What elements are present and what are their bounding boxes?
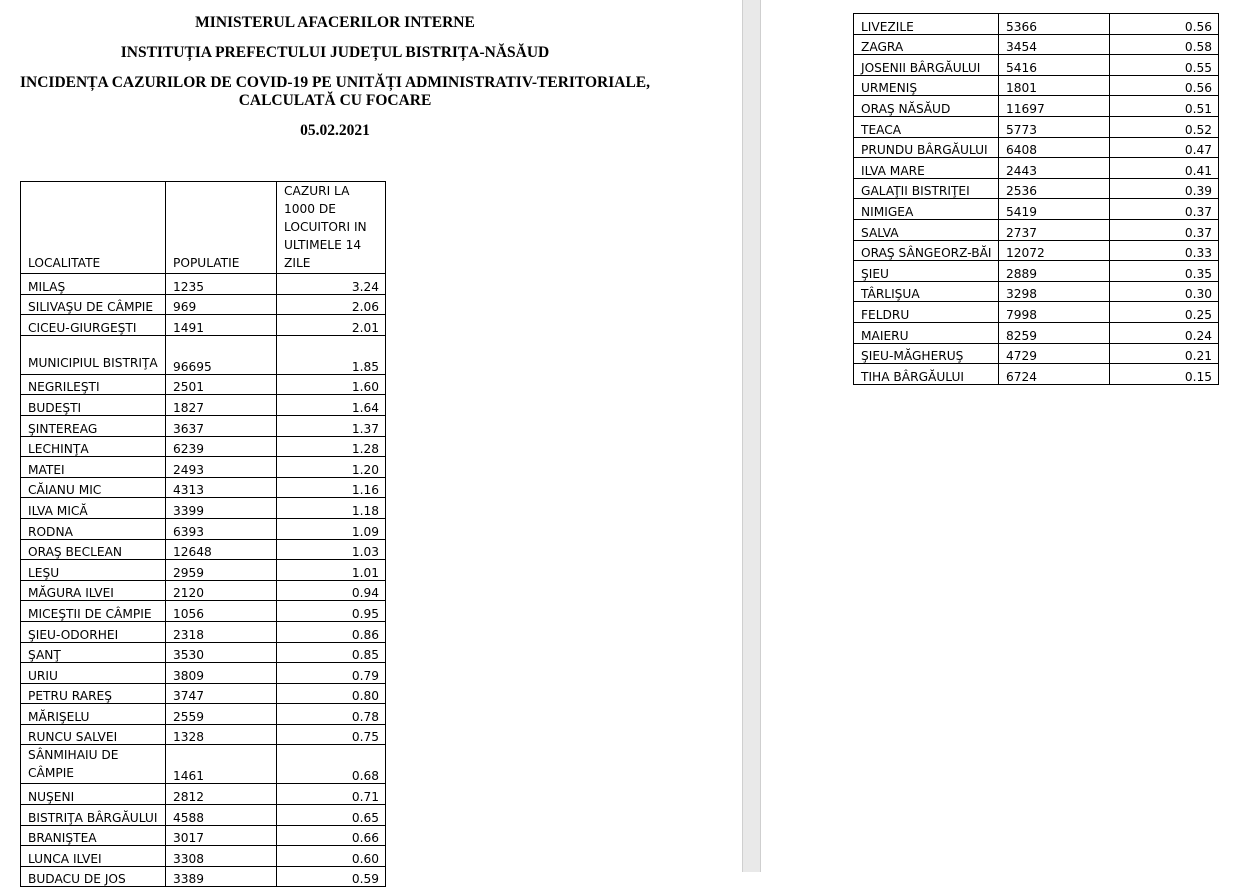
cell-localitate: NUŞENI [21,784,166,805]
cell-populatie: 2812 [166,784,277,805]
cell-cazuri: 0.39 [1110,178,1219,199]
table-row [854,96,1219,117]
table-row [21,805,386,826]
cell-localitate: RUNCU SALVEI [21,724,166,745]
table-row [21,274,386,295]
table-row [21,663,386,684]
cell-localitate: LECHINŢA [21,436,166,457]
table-row [21,621,386,642]
cell-localitate: PRUNDU BÂRGĂULUI [854,137,999,158]
cell-cazuri: 0.79 [277,663,386,684]
cell-localitate: LIVEZILE [854,14,999,35]
prefecture-title: INSTITUȚIA PREFECTULUI JUDEȚUL BISTRIȚA-NĂSĂUD [120,44,550,61]
cell-localitate: ORAŞ BECLEAN [21,539,166,560]
cell-populatie: 4588 [166,805,277,826]
cell-localitate: TEACA [854,116,999,137]
table-row [854,75,1219,96]
table-row [21,683,386,704]
cell-localitate: CICEU-GIURGEŞTI [21,315,166,336]
cell-cazuri: 0.60 [277,846,386,867]
cell-populatie: 4729 [999,343,1110,364]
cell-populatie: 2318 [166,621,277,642]
report-title-line-1: INCIDENȚA CAZURILOR DE COVID-19 PE UNITĂȚI ADMINISTRATIV-TERITORIALE, [20,74,651,91]
table-row [21,745,386,784]
cell-populatie: 1235 [166,274,277,295]
table-row [854,261,1219,282]
incidence-table-right [853,13,1219,385]
table-row [854,322,1219,343]
table-row [21,601,386,622]
cell-populatie: 3530 [166,642,277,663]
table-row [854,199,1219,220]
cell-cazuri: 0.33 [1110,240,1219,261]
table-row [21,560,386,581]
cell-cazuri: 1.28 [277,436,386,457]
cell-cazuri: 2.01 [277,315,386,336]
cell-localitate: MICEŞTII DE CÂMPIE [21,601,166,622]
table-row [21,294,386,315]
cell-populatie: 4313 [166,477,277,498]
cell-populatie: 5416 [999,55,1110,76]
table-row [854,219,1219,240]
table-row [21,335,386,374]
report-title-line-2: CALCULATĂ CU FOCARE [238,92,432,109]
cell-populatie: 3308 [166,846,277,867]
table-row [854,116,1219,137]
table-row [21,518,386,539]
cell-populatie: 3809 [166,663,277,684]
cell-populatie: 2501 [166,374,277,395]
table-row [21,315,386,336]
cell-cazuri: 3.24 [277,274,386,295]
cell-cazuri: 1.01 [277,560,386,581]
cell-populatie: 1328 [166,724,277,745]
incidence-table-left [20,181,386,887]
cell-localitate: BUDEŞTI [21,395,166,416]
cell-cazuri: 1.16 [277,477,386,498]
cell-localitate: ILVA MARE [854,158,999,179]
cell-populatie: 2889 [999,261,1110,282]
cell-cazuri: 0.35 [1110,261,1219,282]
cell-cazuri: 0.56 [1110,14,1219,35]
cell-populatie: 2493 [166,457,277,478]
cell-localitate: ŞANŢ [21,642,166,663]
cell-localitate: TIHA BÂRGĂULUI [854,364,999,385]
cell-localitate: ŞIEU-MĂGHERUŞ [854,343,999,364]
cell-localitate: URMENIŞ [854,75,999,96]
cell-cazuri: 0.59 [277,866,386,887]
cell-localitate: SILIVAŞU DE CÂMPIE [21,294,166,315]
cell-cazuri: 0.51 [1110,96,1219,117]
ministry-title: MINISTERUL AFACERILOR INTERNE [195,14,475,31]
table-row [854,302,1219,323]
header-cazuri: CAZURI LA 1000 DE LOCUITORI IN ULTIMELE 14 ZILE [277,182,386,274]
table-row [854,281,1219,302]
cell-populatie: 1827 [166,395,277,416]
cell-cazuri: 0.68 [277,745,386,784]
cell-populatie: 3389 [166,866,277,887]
cell-localitate: BISTRIŢA BÂRGĂULUI [21,805,166,826]
cell-cazuri: 0.80 [277,683,386,704]
cell-localitate: MUNICIPIUL BISTRIŢA [21,335,166,374]
cell-localitate: ŞIEU [854,261,999,282]
cell-cazuri: 0.86 [277,621,386,642]
table-row [21,436,386,457]
cell-localitate: ŞINTEREAG [21,415,166,436]
cell-cazuri: 0.37 [1110,199,1219,220]
cell-cazuri: 0.66 [277,825,386,846]
cell-cazuri: 0.37 [1110,219,1219,240]
cell-populatie: 1491 [166,315,277,336]
table-row [854,34,1219,55]
cell-populatie: 969 [166,294,277,315]
cell-cazuri: 0.25 [1110,302,1219,323]
cell-cazuri: 1.85 [277,335,386,374]
cell-cazuri: 1.03 [277,539,386,560]
cell-localitate: NEGRILEŞTI [21,374,166,395]
cell-cazuri: 1.37 [277,415,386,436]
cell-populatie: 6408 [999,137,1110,158]
cell-localitate: JOSENII BÂRGĂULUI [854,55,999,76]
cell-cazuri: 0.58 [1110,34,1219,55]
cell-localitate: ŞIEU-ODORHEI [21,621,166,642]
cell-localitate: SALVA [854,219,999,240]
cell-cazuri: 0.65 [277,805,386,826]
cell-populatie: 2559 [166,704,277,725]
cell-populatie: 3637 [166,415,277,436]
cell-localitate: MILAŞ [21,274,166,295]
cell-cazuri: 1.09 [277,518,386,539]
header-localitate: LOCALITATE [21,182,166,274]
cell-cazuri: 0.94 [277,580,386,601]
cell-populatie: 6239 [166,436,277,457]
cell-localitate: RODNA [21,518,166,539]
table-row [21,642,386,663]
table-row [21,415,386,436]
cell-cazuri: 0.75 [277,724,386,745]
table-row [21,498,386,519]
cell-populatie: 8259 [999,322,1110,343]
table-row [854,137,1219,158]
cell-populatie: 3017 [166,825,277,846]
table-row [854,158,1219,179]
cell-cazuri: 0.55 [1110,55,1219,76]
cell-localitate: LUNCA ILVEI [21,846,166,867]
cell-populatie: 1461 [166,745,277,784]
cell-localitate: NIMIGEA [854,199,999,220]
table-row [854,14,1219,35]
table-row [854,364,1219,385]
cell-cazuri: 0.21 [1110,343,1219,364]
cell-populatie: 1801 [999,75,1110,96]
cell-localitate: ORAŞ NĂSĂUD [854,96,999,117]
cell-cazuri: 1.18 [277,498,386,519]
cell-localitate: BUDACU DE JOS [21,866,166,887]
cell-localitate: SÂNMIHAIU DE CÂMPIE [21,745,166,784]
cell-localitate: PETRU RAREŞ [21,683,166,704]
table-row [21,580,386,601]
cell-populatie: 2536 [999,178,1110,199]
cell-populatie: 1056 [166,601,277,622]
table-row [21,784,386,805]
cell-localitate: ORAŞ SÂNGEORZ-BĂI [854,240,999,261]
cell-cazuri: 0.56 [1110,75,1219,96]
cell-populatie: 2120 [166,580,277,601]
cell-populatie: 7998 [999,302,1110,323]
cell-localitate: TÂRLIŞUA [854,281,999,302]
cell-populatie: 6724 [999,364,1110,385]
cell-cazuri: 0.85 [277,642,386,663]
cell-localitate: GALAŢII BISTRIŢEI [854,178,999,199]
cell-localitate: LEŞU [21,560,166,581]
cell-cazuri: 0.78 [277,704,386,725]
cell-populatie: 2959 [166,560,277,581]
cell-localitate: FELDRU [854,302,999,323]
cell-cazuri: 2.06 [277,294,386,315]
cell-localitate: ILVA MICĂ [21,498,166,519]
report-title [20,74,650,110]
table-row [21,374,386,395]
table-row [21,457,386,478]
table-row [21,724,386,745]
cell-cazuri: 0.95 [277,601,386,622]
header-populatie: POPULATIE [166,182,277,274]
cell-localitate: CĂIANU MIC [21,477,166,498]
cell-cazuri: 0.47 [1110,137,1219,158]
cell-populatie: 3454 [999,34,1110,55]
cell-populatie: 12648 [166,539,277,560]
cell-cazuri: 1.60 [277,374,386,395]
table-row [21,539,386,560]
cell-cazuri: 0.71 [277,784,386,805]
table-row [21,704,386,725]
cell-populatie: 12072 [999,240,1110,261]
table-row [21,477,386,498]
table-row [21,846,386,867]
table-row [854,55,1219,76]
cell-localitate: MĂGURA ILVEI [21,580,166,601]
table-row [21,825,386,846]
cell-populatie: 11697 [999,96,1110,117]
cell-cazuri: 0.41 [1110,158,1219,179]
cell-populatie: 5366 [999,14,1110,35]
cell-cazuri: 0.24 [1110,322,1219,343]
cell-populatie: 3747 [166,683,277,704]
page-separator [742,0,761,872]
cell-cazuri: 1.20 [277,457,386,478]
cell-populatie: 3298 [999,281,1110,302]
cell-localitate: MAIERU [854,322,999,343]
table-header-row [21,182,386,274]
table-row [854,343,1219,364]
report-date: 05.02.2021 [300,122,370,139]
cell-populatie: 5419 [999,199,1110,220]
cell-localitate: MATEI [21,457,166,478]
cell-populatie: 6393 [166,518,277,539]
cell-cazuri: 0.30 [1110,281,1219,302]
table-row [854,178,1219,199]
cell-localitate: BRANIŞTEA [21,825,166,846]
cell-populatie: 3399 [166,498,277,519]
cell-cazuri: 0.15 [1110,364,1219,385]
cell-populatie: 96695 [166,335,277,374]
table-row [21,395,386,416]
cell-localitate: ZAGRA [854,34,999,55]
cell-cazuri: 0.52 [1110,116,1219,137]
table-row [854,240,1219,261]
table-row [21,866,386,887]
cell-populatie: 2737 [999,219,1110,240]
cell-populatie: 2443 [999,158,1110,179]
cell-localitate: URIU [21,663,166,684]
cell-populatie: 5773 [999,116,1110,137]
cell-localitate: MĂRIŞELU [21,704,166,725]
cell-cazuri: 1.64 [277,395,386,416]
